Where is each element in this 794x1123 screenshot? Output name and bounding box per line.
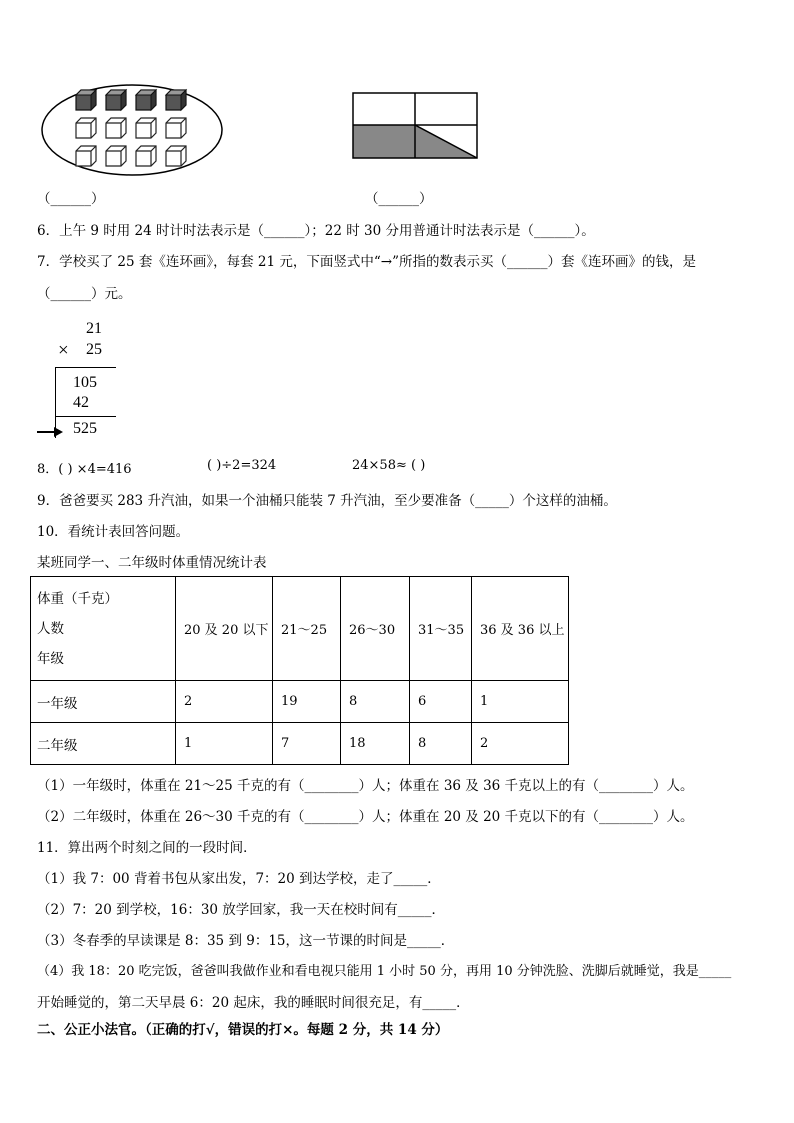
- blank-cube: [76, 118, 96, 138]
- question-10-sub2: （2）二年级时，体重在 26～30 千克的有（________）人；体重在 20 及 20 千克以下的有（________）人。: [37, 809, 694, 825]
- question-6: 6．上午 9 时用 24 时计时法表示是（______）；22 时 30 分用普通计时法表示是（______）。: [37, 223, 595, 239]
- calc-rule-2: [55, 416, 116, 417]
- column-header: 36 及 36 以上: [472, 577, 569, 681]
- table-cell: 6: [410, 681, 472, 723]
- header-count-label: 人数: [37, 620, 64, 637]
- header-grade-label: 年级: [37, 650, 64, 667]
- table-cell: 19: [273, 681, 341, 723]
- weight-stats-table: [30, 576, 569, 765]
- table-caption: 某班同学一、二年级时体重情况统计表: [37, 555, 267, 571]
- calc-multiplicand: 21: [86, 320, 102, 337]
- column-header: 26～30: [341, 577, 410, 681]
- section-2-heading: 二、公正小法官。（正确的打√，错误的打×。每题 2 分，共 14 分）: [37, 1022, 449, 1038]
- arrow-icon: [36, 425, 64, 439]
- column-header: 21～25: [273, 577, 341, 681]
- cubes-in-oval-figure: [38, 80, 228, 180]
- header-weight-label: 体重（千克）: [37, 590, 118, 607]
- table-cell: 8: [410, 723, 472, 765]
- blank-cube: [106, 118, 126, 138]
- shaded-region: [353, 125, 415, 158]
- shaded-cube: [136, 90, 156, 110]
- table-cell: 8: [341, 681, 410, 723]
- blank-cube: [136, 118, 156, 138]
- question-7-line1: 7．学校买了 25 套《连环画》，每套 21 元，下面竖式中“→”所指的数表示买（______）套《连环画》的钱，是: [37, 254, 696, 270]
- calc-times-sign: ×: [58, 340, 69, 361]
- question-11-title: 11．算出两个时刻之间的一段时间．: [37, 840, 257, 856]
- cubes-answer-blank: （______）: [37, 191, 105, 207]
- question-8-part2: ( )÷2=324: [207, 458, 277, 473]
- question-10-title: 10．看统计表回答问题。: [37, 524, 190, 540]
- question-7-line2: （______）元。: [37, 286, 132, 302]
- row-label: 二年级: [31, 723, 176, 765]
- blank-cube: [166, 118, 186, 138]
- calc-partial-product-2: 42: [73, 394, 89, 411]
- table-row: [31, 681, 569, 723]
- table-cell: 2: [176, 681, 273, 723]
- question-9: 9．爸爸要买 283 升汽油，如果一个油桶只能装 7 升汽油，至少要准备（_____）个这样的油桶。: [37, 493, 617, 509]
- calc-partial-product-1: 105: [73, 374, 97, 391]
- blank-cube: [106, 146, 126, 166]
- shaded-cube: [166, 90, 186, 110]
- question-8-part1: 8．( ) ×4=416: [37, 462, 132, 477]
- question-11-sub4-line2: 开始睡觉的，第二天早晨 6：20 起床，我的睡眠时间很充足，有_____．: [37, 995, 470, 1011]
- question-8-part3: 24×58≈ ( ): [352, 458, 426, 473]
- table-row: [31, 723, 569, 765]
- column-header: 20 及 20 以下: [176, 577, 273, 681]
- table-cell: 1: [472, 681, 569, 723]
- calc-multiplier: 25: [86, 341, 102, 358]
- blank-cube: [136, 146, 156, 166]
- question-11-sub1: （1）我 7：00 背着书包从家出发，7：20 到达学校，走了_____．: [37, 871, 441, 887]
- oval-outline: [42, 85, 222, 175]
- question-11-sub3: （3）冬春季的早读课是 8：35 到 9：15，这一节课的时间是_____．: [37, 933, 455, 949]
- rect-answer-blank: （______）: [365, 191, 433, 207]
- table-cell: 18: [341, 723, 410, 765]
- diagonal-header-cell: [31, 577, 176, 681]
- blank-cube: [76, 146, 96, 166]
- blank-cube: [166, 146, 186, 166]
- shaded-rectangle-figure: [350, 90, 482, 162]
- shaded-cube: [76, 90, 96, 110]
- column-header: 31～35: [410, 577, 472, 681]
- row-label: 一年级: [31, 681, 176, 723]
- question-11-sub2: （2）7：20 到学校，16：30 放学回家，我一天在校时间有_____．: [37, 902, 446, 918]
- table-cell: 7: [273, 723, 341, 765]
- question-10-sub1: （1）一年级时，体重在 21～25 千克的有（________）人；体重在 36 及 36 千克以上的有（________）人。: [37, 778, 694, 794]
- question-11-sub4-line1: （4）我 18：20 吃完饭，爸爸叫我做作业和看电视只能用 1 小时 50 分，再用 10 分钟洗脸、洗脚后就睡觉，我是_____: [37, 964, 732, 979]
- calc-result: 525: [73, 420, 97, 437]
- table-cell: 2: [472, 723, 569, 765]
- shaded-cube: [106, 90, 126, 110]
- calc-rule-1: [55, 367, 116, 368]
- table-cell: 1: [176, 723, 273, 765]
